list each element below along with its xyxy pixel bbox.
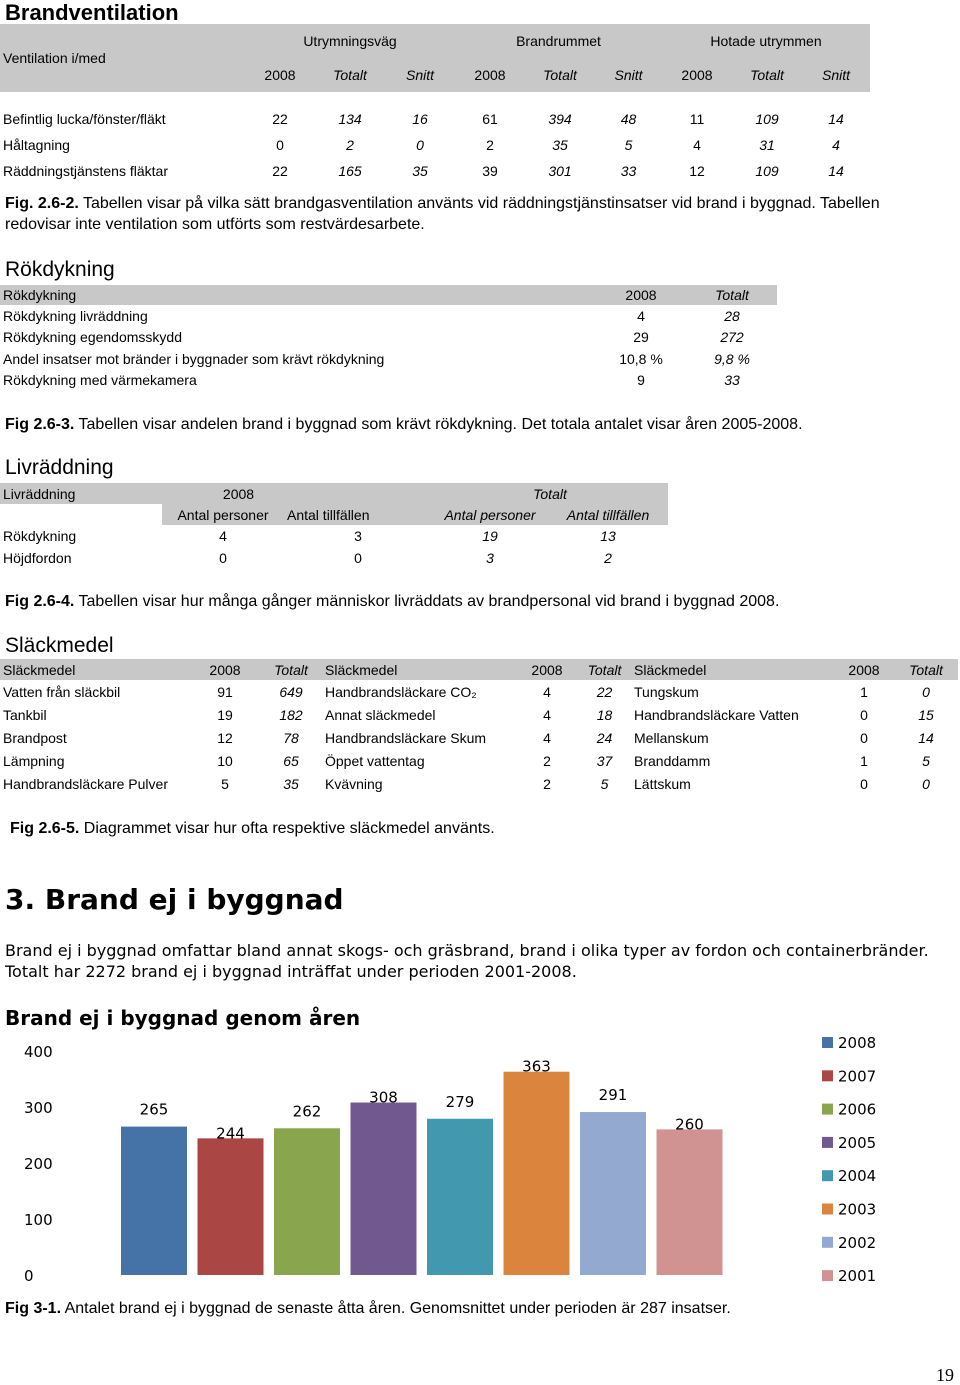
legend-swatch-2005 — [822, 1137, 833, 1148]
data-label-2003: 363 — [522, 1057, 551, 1076]
slackmedel-cell: Handbrandsläckare Vatten — [634, 706, 799, 723]
rokdykning-head-label: Rökdykning — [3, 287, 77, 303]
livraddning-cell: 2 — [604, 550, 612, 566]
subcol-header: Snitt — [405, 67, 434, 83]
livraddning-cell: 4 — [219, 528, 227, 544]
ventilation-row — [0, 106, 870, 132]
section-title-brandventilation: Brandventilation — [5, 0, 179, 25]
slackmedel-cell: 12 — [217, 729, 233, 746]
ventilation-cell: 48 — [620, 111, 637, 127]
legend-label-2008: 2008 — [838, 1034, 877, 1052]
slackmedel-head: Totalt — [587, 661, 622, 678]
legend-label-2007: 2007 — [838, 1067, 877, 1086]
slackmedel-head: Släckmedel — [634, 661, 707, 678]
legend-swatch-2006 — [822, 1104, 833, 1115]
ventilation-cell: 109 — [755, 163, 779, 179]
slackmedel-row — [0, 749, 958, 772]
rokdykning-cell-totalt: 28 — [724, 307, 740, 324]
ventilation-cell: 22 — [272, 163, 288, 179]
subcol-header: Snitt — [821, 67, 850, 83]
slackmedel-cell: 5 — [600, 775, 609, 792]
slackmedel-head: Släckmedel — [325, 661, 398, 678]
livraddning-row — [0, 525, 668, 547]
ventilation-cell: 14 — [828, 111, 844, 127]
ventilation-cell: 39 — [482, 163, 498, 179]
subcol-header: Totalt — [750, 67, 784, 83]
ventilation-row-label: Befintlig lucka/fönster/fläkt — [3, 111, 166, 127]
ventilation-row-label: Håltagning — [3, 137, 70, 153]
subcol-header: Totalt — [333, 67, 367, 83]
bar-2005 — [351, 1103, 417, 1275]
slackmedel-cell: Handbrandsläckare Pulver — [3, 775, 168, 792]
slackmedel-cell: 2 — [543, 775, 551, 792]
legend-label-2003: 2003 — [838, 1200, 877, 1219]
livraddning-sub: Antal tillfällen — [548, 504, 668, 525]
legend-label-2001: 2001 — [838, 1267, 877, 1286]
section-title-slackmedel: Släckmedel — [5, 634, 114, 657]
ventilation-cell: 11 — [689, 111, 705, 127]
slackmedel-cell: 14 — [918, 729, 934, 746]
rokdykning-row-label: Andel insatser mot bränder i byggnader som krävt rökdykning — [3, 350, 385, 367]
slackmedel-cell: Öppet vattentag — [325, 752, 425, 769]
figure-caption-2-6-4: Fig 2.6-4. Tabellen visar hur många gånger människor livräddats av brandpersonal vid brand i byggnad 2008. — [5, 593, 780, 610]
ventilation-cell: 4 — [693, 137, 701, 153]
slackmedel-table — [0, 659, 958, 795]
livraddning-head-totalt: Totalt — [533, 485, 567, 502]
slackmedel-cell: 35 — [283, 775, 299, 792]
rokdykning-head-totalt: Totalt — [715, 287, 749, 303]
legend-swatch-2001 — [822, 1270, 833, 1281]
slackmedel-cell: 0 — [860, 706, 868, 723]
ventilation-row — [0, 158, 870, 184]
livraddning-head-label: Livräddning — [3, 485, 76, 502]
legend-swatch-2003 — [822, 1204, 833, 1215]
slackmedel-cell: Lättskum — [634, 775, 691, 792]
slackmedel-cell: Annat släckmedel — [325, 706, 436, 723]
y-tick-label: 0 — [24, 1267, 34, 1285]
ventilation-cell: 301 — [548, 163, 572, 179]
rokdykning-cell-2008: 9 — [637, 372, 645, 389]
livraddning-cell: 13 — [600, 528, 616, 544]
ventilation-row — [0, 132, 870, 158]
ventilation-cell: 61 — [482, 111, 498, 127]
slackmedel-cell: 5 — [922, 752, 930, 769]
slackmedel-cell: Mellanskum — [634, 729, 709, 746]
slackmedel-cell: 0 — [860, 729, 868, 746]
slackmedel-head: Släckmedel — [3, 661, 76, 678]
rokdykning-row — [0, 327, 777, 349]
slackmedel-cell: 1 — [860, 752, 868, 769]
legend-label-2002: 2002 — [838, 1233, 877, 1252]
slackmedel-cell: Handbrandsläckare Skum — [325, 729, 487, 746]
rokdykning-row-label: Rökdykning livräddning — [3, 307, 148, 324]
slackmedel-cell: 5 — [221, 775, 229, 792]
page-number: 19 — [936, 1365, 954, 1385]
subcol-header: 2008 — [474, 67, 506, 83]
livraddning-cell: 0 — [354, 550, 362, 566]
livraddning-table — [0, 483, 668, 569]
subcol-header: 2008 — [264, 67, 296, 83]
slackmedel-cell: 0 — [922, 775, 930, 792]
livraddning-row-label: Höjdfordon — [3, 550, 72, 566]
ventilation-cell: 2 — [346, 137, 354, 153]
bar-2004 — [427, 1119, 493, 1275]
slackmedel-cell: 24 — [596, 729, 613, 746]
bar-2003 — [504, 1072, 570, 1275]
slackmedel-cell: 4 — [543, 706, 551, 723]
slackmedel-cell: 182 — [279, 706, 303, 723]
slackmedel-head: Totalt — [909, 661, 943, 678]
slackmedel-cell: 22 — [596, 683, 613, 700]
bar-2002 — [580, 1112, 646, 1275]
livraddning-cell: 3 — [486, 550, 494, 566]
ventilation-cell: 35 — [412, 163, 428, 179]
y-tick-label: 400 — [24, 1043, 53, 1061]
y-tick-label: 200 — [24, 1155, 53, 1173]
slackmedel-cell: 0 — [922, 683, 930, 700]
ventilation-cell: 4 — [832, 137, 840, 153]
slackmedel-cell: 15 — [918, 706, 934, 723]
slackmedel-cell: Brandpost — [3, 729, 67, 746]
slackmedel-cell: 4 — [543, 729, 551, 746]
slackmedel-row — [0, 726, 958, 749]
rokdykning-row — [0, 305, 777, 327]
group-header: Brandrummet — [516, 33, 601, 49]
chart-title: Brand ej i byggnad genom åren — [5, 1006, 361, 1030]
figure-caption-2-6-3: Fig 2.6-3. Tabellen visar andelen brand i byggnad som krävt rökdykning. Det totala antalet visar åren 2005-2008. — [5, 416, 803, 433]
group-header: Hotade utrymmen — [710, 33, 822, 49]
ventilation-cell: 31 — [759, 137, 775, 153]
legend-swatch-2004 — [822, 1170, 833, 1181]
rokdykning-cell-2008: 10,8 % — [619, 350, 663, 367]
figure-caption-2-6-5: Fig 2.6-5. Diagrammet visar hur ofta respektive släckmedel använts. — [10, 820, 495, 837]
data-label-2008: 265 — [139, 1100, 169, 1119]
data-label-2005: 308 — [369, 1088, 398, 1107]
legend-swatch-2007 — [822, 1070, 833, 1081]
slackmedel-head: 2008 — [531, 661, 563, 678]
slackmedel-cell: 65 — [283, 752, 299, 769]
ventilation-cell: 109 — [755, 111, 779, 127]
bar-2006 — [274, 1128, 340, 1275]
slackmedel-cell: 78 — [283, 729, 299, 746]
bar-chart — [0, 1030, 960, 1295]
bar-2008 — [121, 1127, 187, 1275]
ventilation-cell: 394 — [548, 111, 572, 127]
slackmedel-cell: 649 — [279, 683, 303, 700]
rokdykning-cell-2008: 4 — [637, 307, 645, 324]
ventilation-cell: 12 — [689, 163, 705, 179]
slackmedel-cell: Tungskum — [634, 683, 699, 700]
rokdykning-cell-totalt: 272 — [720, 329, 744, 346]
group-header: Utrymningsväg — [303, 33, 397, 49]
slackmedel-row — [0, 680, 958, 703]
slackmedel-cell: Handbrandsläckare CO₂ — [325, 683, 477, 700]
ventilation-cell: 14 — [828, 163, 844, 179]
slackmedel-head: Totalt — [274, 661, 308, 678]
ventilation-cell: 2 — [486, 137, 494, 153]
ventilation-cell: 134 — [338, 111, 362, 127]
figure-caption-2-6-2: Fig. 2.6-2. Tabellen visar på vilka sätt brandgasventilation använts vid räddningstjänstinsatser vid brand i byggnad. Tabellen redovisar inte ventilation som utförts som restvärdesarbete. — [5, 195, 880, 233]
legend-swatch-2008 — [822, 1037, 833, 1048]
rokdykning-table — [0, 285, 777, 391]
livraddning-sub: Antal tillfällen — [284, 504, 432, 525]
livraddning-row — [0, 547, 668, 569]
data-label-2006: 262 — [292, 1102, 322, 1121]
slackmedel-cell: 2 — [543, 752, 551, 769]
slackmedel-head: 2008 — [848, 661, 880, 678]
rokdykning-row-label: Rökdykning med värmekamera — [3, 372, 197, 389]
ventilation-cell: 22 — [272, 111, 288, 127]
data-label-2004: 279 — [445, 1092, 475, 1111]
subcol-header: Totalt — [543, 67, 577, 83]
ventilation-row-header: Ventilation i/med — [3, 50, 106, 66]
livraddning-head-2008: 2008 — [222, 485, 255, 502]
rokdykning-cell-2008: 29 — [633, 329, 649, 346]
brand-ej-paragraph: Brand ej i byggnad omfattar bland annat skogs- och gräsbrand, brand i olika typer av fordon och containerbränder. Totalt har 2272 brand ej i byggnad inträffat under perioden 2001-2008. — [5, 941, 929, 981]
ventilation-cell: 35 — [552, 137, 568, 153]
ventilation-cell: 16 — [412, 111, 428, 127]
rokdykning-cell-totalt: 33 — [724, 372, 740, 389]
slackmedel-cell: 37 — [596, 752, 613, 769]
legend-label-2004: 2004 — [838, 1167, 877, 1186]
figure-caption-3-1: Fig 3-1. Antalet brand ej i byggnad de senaste åtta åren. Genomsnittet under perioden är 287 insatser. — [5, 1300, 731, 1317]
ventilation-cell: 5 — [624, 137, 633, 153]
slackmedel-row — [0, 772, 958, 795]
livraddning-sub: Antal personer — [162, 504, 284, 525]
subcol-header: 2008 — [681, 67, 713, 83]
slackmedel-head: 2008 — [209, 661, 241, 678]
section-title-brand-ej-i-byggnad: 3. Brand ej i byggnad — [5, 883, 344, 916]
slackmedel-cell: 4 — [543, 683, 551, 700]
rokdykning-row-label: Rökdykning egendomsskydd — [3, 329, 182, 346]
ventilation-cell: 0 — [416, 137, 424, 153]
slackmedel-cell: 91 — [217, 683, 233, 700]
slackmedel-cell: Tankbil — [3, 706, 47, 723]
slackmedel-cell: 1 — [860, 683, 868, 700]
bar-2001 — [657, 1129, 723, 1275]
rokdykning-row — [0, 348, 777, 370]
ventilation-table — [0, 24, 870, 184]
data-label-2007: 244 — [216, 1124, 245, 1143]
livraddning-row-label: Rökdykning — [3, 528, 77, 544]
livraddning-cell: 19 — [482, 528, 498, 544]
bar-2007 — [198, 1138, 264, 1275]
livraddning-cell: 3 — [354, 528, 362, 544]
y-tick-label: 100 — [24, 1211, 53, 1229]
slackmedel-cell: Lämpning — [3, 752, 65, 769]
section-title-livraddning: Livräddning — [5, 456, 114, 479]
slackmedel-cell: Kvävning — [325, 775, 383, 792]
slackmedel-cell: Branddamm — [634, 752, 711, 769]
slackmedel-cell: 0 — [860, 775, 868, 792]
slackmedel-row — [0, 703, 958, 726]
y-tick-label: 300 — [24, 1099, 53, 1117]
ventilation-cell: 0 — [276, 137, 284, 153]
section-title-rokdykning: Rökdykning — [5, 258, 115, 281]
ventilation-cell: 33 — [620, 163, 637, 179]
subcol-header: Snitt — [614, 67, 643, 83]
legend-swatch-2002 — [822, 1237, 833, 1248]
ventilation-cell: 165 — [338, 163, 362, 179]
legend-label-2005: 2005 — [838, 1133, 877, 1152]
slackmedel-cell: 10 — [217, 752, 233, 769]
rokdykning-head-2008: 2008 — [625, 287, 657, 303]
rokdykning-cell-totalt: 9,8 % — [714, 350, 750, 367]
ventilation-row-label: Räddningstjänstens fläktar — [3, 163, 168, 179]
slackmedel-cell: 18 — [596, 706, 613, 723]
livraddning-cell: 0 — [219, 550, 227, 566]
slackmedel-cell: 19 — [217, 706, 233, 723]
rokdykning-row — [0, 370, 777, 392]
data-label-2002: 291 — [598, 1086, 628, 1105]
slackmedel-cell: Vatten från släckbil — [3, 683, 121, 700]
data-label-2001: 260 — [675, 1115, 704, 1134]
legend-label-2006: 2006 — [838, 1100, 877, 1119]
livraddning-sub: Antal personer — [432, 504, 548, 525]
